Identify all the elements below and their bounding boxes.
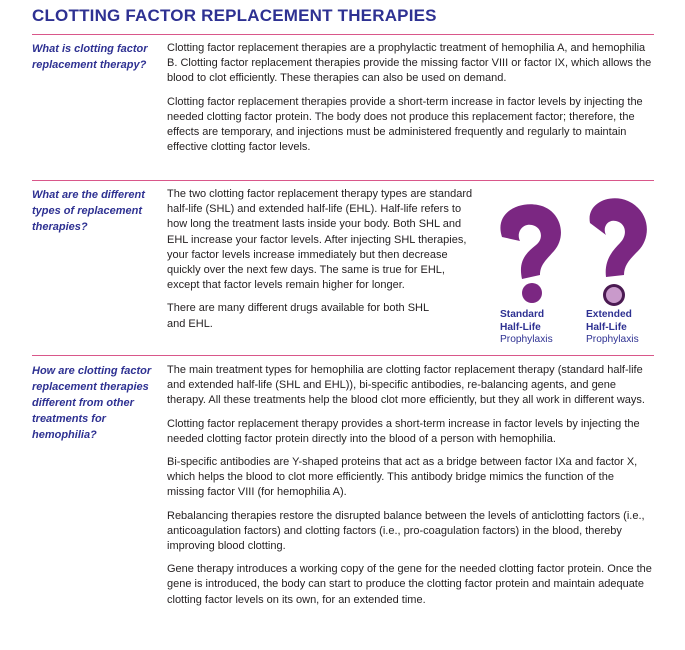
section-answer <box>167 363 653 616</box>
paragraph: Clotting factor replacement therapies provide a short-term increase in factor levels by injecting the needed clotting factor protein. The body does not produce this replacement factor; therefore, the effects are temporary, and injections must be administered frequently and regularly to maintain effective clotting factor levels. <box>167 95 643 154</box>
page-title: CLOTTING FACTOR REPLACEMENT THERAPIES <box>32 6 437 25</box>
paragraph: Gene therapy introduces a working copy of the gene for the needed clotting factor protein. Once the gene is introduced, the body can start to produce the clotting factor protein and maintain adequate clotting factor levels on its own, for an extended time. <box>167 563 652 606</box>
paragraph: The main treatment types for hemophilia are clotting factor replacement therapy (standard half-life and extended half-life (SHL and EHL)), bi-specific antibodies, re-balancing agents, and gene therapy. All these treatments help the blood clot more efficiently, but they all work in different ways. <box>167 364 645 407</box>
section-question: How are clotting factor replacement therapies different from other treatments for hemophilia? <box>32 365 152 441</box>
section-answer <box>167 187 473 340</box>
section-divider <box>32 180 654 181</box>
paragraph: Clotting factor replacement therapy provides a short-term increase in factor levels by injecting the needed clotting factor protein directly into the blood of a person with hemophilia. <box>167 417 640 445</box>
paragraph: Rebalancing therapies restore the disrupted balance between the levels of anticlotting factors (i.e., anticoagulation factors) and clotting factors (i.e., pro-coagulation factors) in the blood, thereby improving blood clotting. <box>167 509 645 553</box>
section-answer <box>167 41 653 163</box>
standard-half-life-label: Standard Half-Life Prophylaxis <box>500 309 553 345</box>
section-question: What is clotting factor replacement therapy? <box>32 43 148 71</box>
paragraph: There are many different drugs available for both SHL and EHL. <box>167 302 429 330</box>
question-mark-icon <box>590 198 647 306</box>
paragraph: The two clotting factor replacement therapy types are standard half-life (SHL) and extended half-life (EHL). Half-life refers to how long the treatment lasts inside your body. Both SHL and EHL increase your factor levels. After injecting SHL therapies, your factor levels increase immediately but then decrease quickly over the next few days. The same is true for EHL, except that factor levels remain higher for longer. <box>167 188 473 292</box>
half-life-figure <box>490 195 660 355</box>
question-mark-icons <box>490 195 660 310</box>
section-question: What are the different types of replacement therapies? <box>32 189 145 233</box>
paragraph: Bi-specific antibodies are Y-shaped proteins that act as a bridge between factor IXa and factor X, which helps the blood to clot more efficiently. This antibody bridge mimics the function of the missing factor VIII (for hemophilia A). <box>167 456 638 499</box>
question-mark-icon <box>500 204 561 303</box>
section-divider <box>32 34 654 35</box>
section-divider <box>32 355 654 356</box>
extended-half-life-label: Extended Half-Life Prophylaxis <box>586 309 639 345</box>
paragraph: Clotting factor replacement therapies are a prophylactic treatment of hemophilia A, and hemophilia B. Clotting factor replacement therapies provide the missing factor VIII or factor IX, which allows the blood to clot efficiently. These therapies can also be used on demand. <box>167 42 652 85</box>
